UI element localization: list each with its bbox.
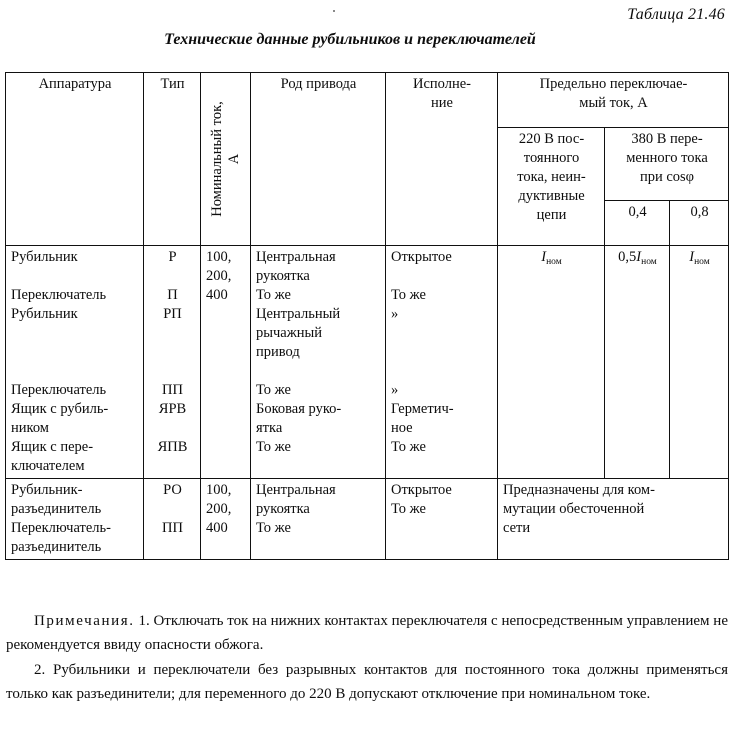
header-switching-current-group [498, 73, 729, 128]
apparatus-line: Ящик с рубиль- [11, 401, 109, 417]
notes-section [6, 610, 728, 706]
header-execution [386, 73, 498, 246]
merged-note-line: мутации обесточенной [503, 501, 645, 517]
execution-line: То же [391, 287, 426, 303]
type-line: Р [168, 249, 177, 265]
notes-label: Примечания. [34, 613, 135, 629]
cell-current-block1 [201, 246, 251, 479]
current-line: 400 [206, 287, 228, 303]
execution-line: » [391, 306, 399, 322]
note-2: 2. Рубильники и переключатели без разрывных контактов для постоянного тока должны применяться только как разъединители; для переменного до 220 В допускают отключение при номинальном токе. [6, 662, 728, 702]
header-type: Тип [144, 73, 201, 246]
drive-line: рукоятка [256, 501, 310, 517]
cell-dc220-value-block1 [498, 246, 605, 479]
cell-drive-block2 [251, 479, 386, 560]
type-line: ПП [162, 520, 183, 536]
header-dc-220v [498, 128, 605, 246]
cell-merged-note-block2 [498, 479, 729, 560]
table-row [6, 246, 729, 479]
note-1-text: 1. Отключать ток на нижних контактах переключателя с непосредственным управлением не рекомендуется ввиду опасности обжога. [6, 613, 728, 653]
header-dc-220v-line4: дуктивные [518, 188, 585, 204]
cell-apparatus-block1 [6, 246, 144, 479]
header-switching-current-line2: мый ток, А [579, 95, 648, 111]
cell-current-block2 [201, 479, 251, 560]
apparatus-line: Рубильник- [11, 482, 83, 498]
apparatus-line: Рубильник [11, 249, 78, 265]
type-line [149, 362, 196, 381]
cell-type-block1 [144, 246, 201, 479]
half-nominal-current-symbol: $0,5I_{ном}$ [618, 249, 657, 268]
header-nominal-current-line1: Номинальный ток, [208, 101, 225, 217]
apparatus-line [11, 324, 139, 343]
note-1 [6, 610, 728, 657]
drive-line: ятка [256, 420, 283, 436]
type-line: ПП [162, 382, 183, 398]
table-number: Таблица 21.46 [627, 6, 725, 23]
table-header-row-1 [6, 73, 729, 128]
data-table [5, 72, 728, 560]
drive-line: рукоятка [256, 268, 310, 284]
drive-line: Центральный [256, 306, 341, 322]
apparatus-line [11, 343, 139, 362]
current-line: 200, [206, 268, 232, 284]
drive-line: То же [256, 520, 291, 536]
header-cos-0-4: 0,4 [605, 201, 670, 246]
header-nominal-current-line2: А [225, 153, 242, 165]
apparatus-line: разъединитель [11, 501, 102, 517]
apparatus-line: ключателем [11, 458, 85, 474]
header-dc-220v-line1: 220 В пос- [518, 131, 585, 147]
header-switching-current-line1: Предельно переключае- [539, 76, 688, 92]
apparatus-line: Переключатель [11, 382, 107, 398]
header-ac-380v-line2: менного тока [626, 150, 708, 166]
merged-note-line: сети [503, 520, 531, 536]
page-speck [333, 10, 335, 12]
header-cos-0-8: 0,8 [670, 201, 729, 246]
current-line: 400 [206, 520, 228, 536]
drive-line: Боковая руко- [256, 401, 342, 417]
type-line [149, 267, 196, 286]
execution-line [391, 267, 493, 286]
drive-line [256, 362, 381, 381]
cell-drive-block1 [251, 246, 386, 479]
drive-line: рычажный [256, 325, 323, 341]
apparatus-line: ником [11, 420, 49, 436]
type-line: РП [163, 306, 182, 322]
drive-line: Центральная [256, 482, 336, 498]
cell-cos04-value-block1 [605, 246, 670, 479]
apparatus-line [11, 362, 139, 381]
current-line: 200, [206, 501, 232, 517]
page-title: Технические данные рубильников и переключателей [164, 31, 536, 48]
merged-note-line: Предназначены для ком- [503, 482, 655, 498]
apparatus-line: Переключатель [11, 287, 107, 303]
execution-line [391, 343, 493, 362]
drive-line: То же [256, 439, 291, 455]
cell-execution-block1 [386, 246, 498, 479]
apparatus-line: разъединитель [11, 539, 102, 555]
header-ac-380v-line3: при cosφ [639, 169, 695, 185]
table-row [6, 479, 729, 560]
type-line: РО [163, 482, 182, 498]
cell-apparatus-block2 [6, 479, 144, 560]
cell-execution-block2 [386, 479, 498, 560]
apparatus-line: Рубильник [11, 306, 78, 322]
nominal-current-symbol: $I_{ном}$ [541, 249, 562, 268]
execution-line [391, 324, 493, 343]
header-ac-380v-line1: 380 В пере- [631, 131, 703, 147]
current-line: 100, [206, 249, 232, 265]
drive-line: привод [256, 344, 300, 360]
execution-line: ное [391, 420, 413, 436]
drive-line: Центральная [256, 249, 336, 265]
apparatus-line: Ящик с пере- [11, 439, 94, 455]
header-dc-220v-line5: цепи [536, 207, 567, 223]
type-line [149, 419, 196, 438]
header-execution-line2: ние [431, 95, 453, 111]
type-line [149, 500, 196, 519]
header-drive-kind: Род привода [251, 73, 386, 246]
header-execution-line1: Исполне- [413, 76, 471, 92]
header-dc-220v-line2: тоянного [523, 150, 580, 166]
execution-line: » [391, 382, 399, 398]
type-line [149, 324, 196, 343]
type-line: П [167, 287, 178, 303]
apparatus-line [11, 267, 139, 286]
type-line: ЯПВ [157, 439, 188, 455]
current-line: 100, [206, 482, 232, 498]
type-line [149, 343, 196, 362]
nominal-current-symbol: $I_{ном}$ [689, 249, 710, 268]
drive-line: То же [256, 382, 291, 398]
header-dc-220v-line3: тока, неин- [517, 169, 586, 185]
execution-line: То же [391, 501, 426, 517]
type-line: ЯРВ [158, 401, 187, 417]
cell-type-block2 [144, 479, 201, 560]
drive-line: То же [256, 287, 291, 303]
apparatus-line: Переключатель- [11, 520, 111, 536]
execution-line: Открытое [391, 482, 452, 498]
execution-line [391, 362, 493, 381]
cell-cos08-value-block1 [670, 246, 729, 479]
header-ac-380v [605, 128, 729, 201]
header-apparatus: Аппаратура [6, 73, 144, 246]
execution-line: Герметич- [391, 401, 454, 417]
execution-line: То же [391, 439, 426, 455]
header-nominal-current [201, 73, 251, 246]
execution-line: Открытое [391, 249, 452, 265]
